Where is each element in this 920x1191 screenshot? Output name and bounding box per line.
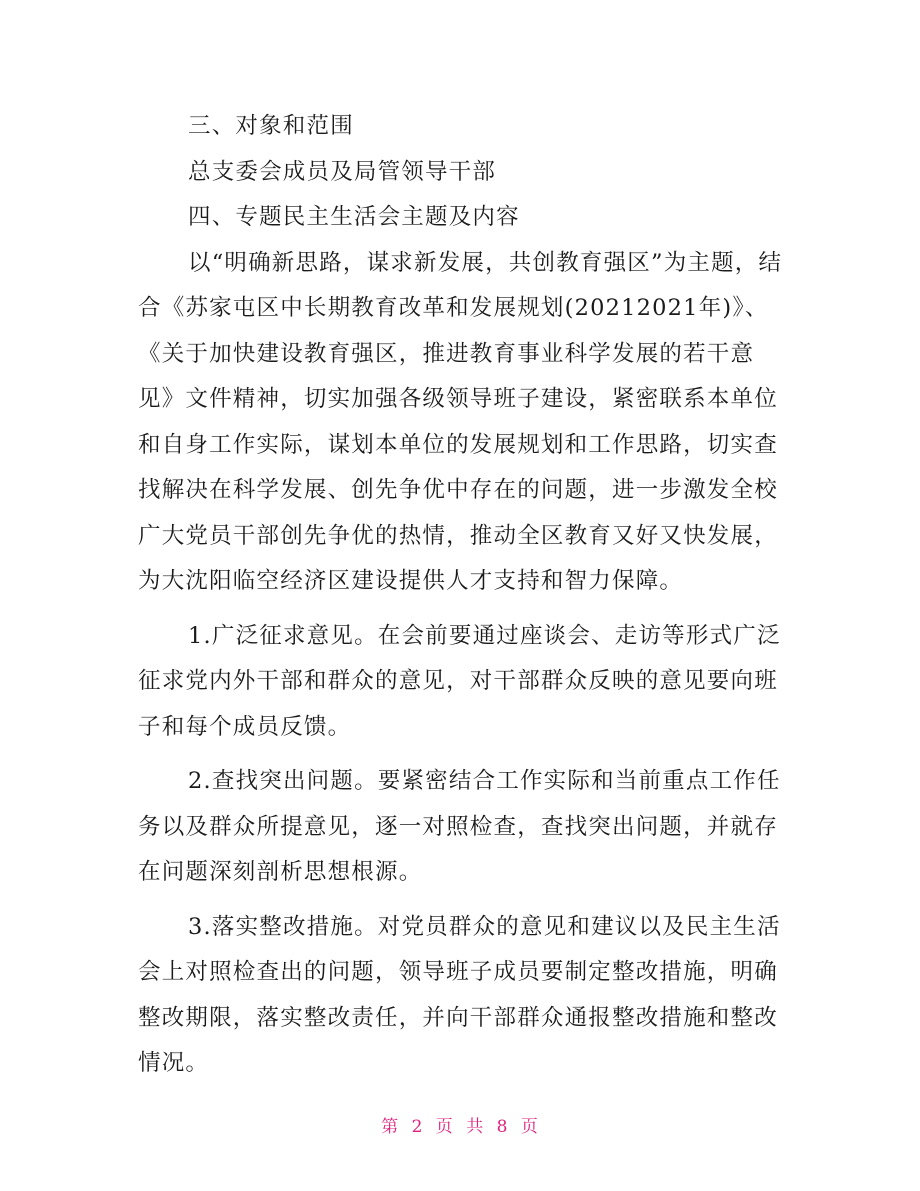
theme-paragraph: 以“明确新思路，谋求新发展，共创教育强区”为主题，结合《苏家屯区中长期教育改革和发展规划(20212021年)》、《关于加快建设教育强区，推进教育事业科学发展的若干意见》文件精神，切实加强各级领导班子建设，紧密联系本单位和自身工作实际，谋划本单位的发展规划和工作思路，切实查找解决在科学发展、创先争优中存在的问题，进一步激发全校广大党员干部创先争优的热情，推动全区教育又好又快发展，为大沈阳临空经济区建设提供人才支持和智力保障。 xyxy=(138,249,783,594)
item-1-paragraph: 1.广泛征求意见。在会前要通过座谈会、走访等形式广泛征求党内外干部和群众的意见，对干部群众反映的意见要向班子和每个成员反馈。 xyxy=(138,622,781,740)
page-number-footer: 第 2 页 共 8 页 xyxy=(381,1117,539,1137)
scope-text: 总支委会成员及局管领导干部 xyxy=(188,158,497,185)
section-heading-scope: 三、对象和范围 xyxy=(188,113,354,139)
item-2-paragraph: 2.查找突出问题。要紧密结合工作实际和当前重点工作任务以及群众所提意见，逐一对照检查，查找突出问题，并就存在问题深刻剖析思想根源。 xyxy=(138,768,781,885)
document-body xyxy=(138,104,788,1087)
section-heading-theme: 四、专题民主生活会主题及内容 xyxy=(188,204,520,230)
item-3-paragraph: 3.落实整改措施。对党员群众的意见和建议以及民主生活会上对照检查出的问题，领导班子成员要制定整改措施，明确整改期限，落实整改责任，并向干部群众通报整改措施和整改情况。 xyxy=(138,913,781,1076)
